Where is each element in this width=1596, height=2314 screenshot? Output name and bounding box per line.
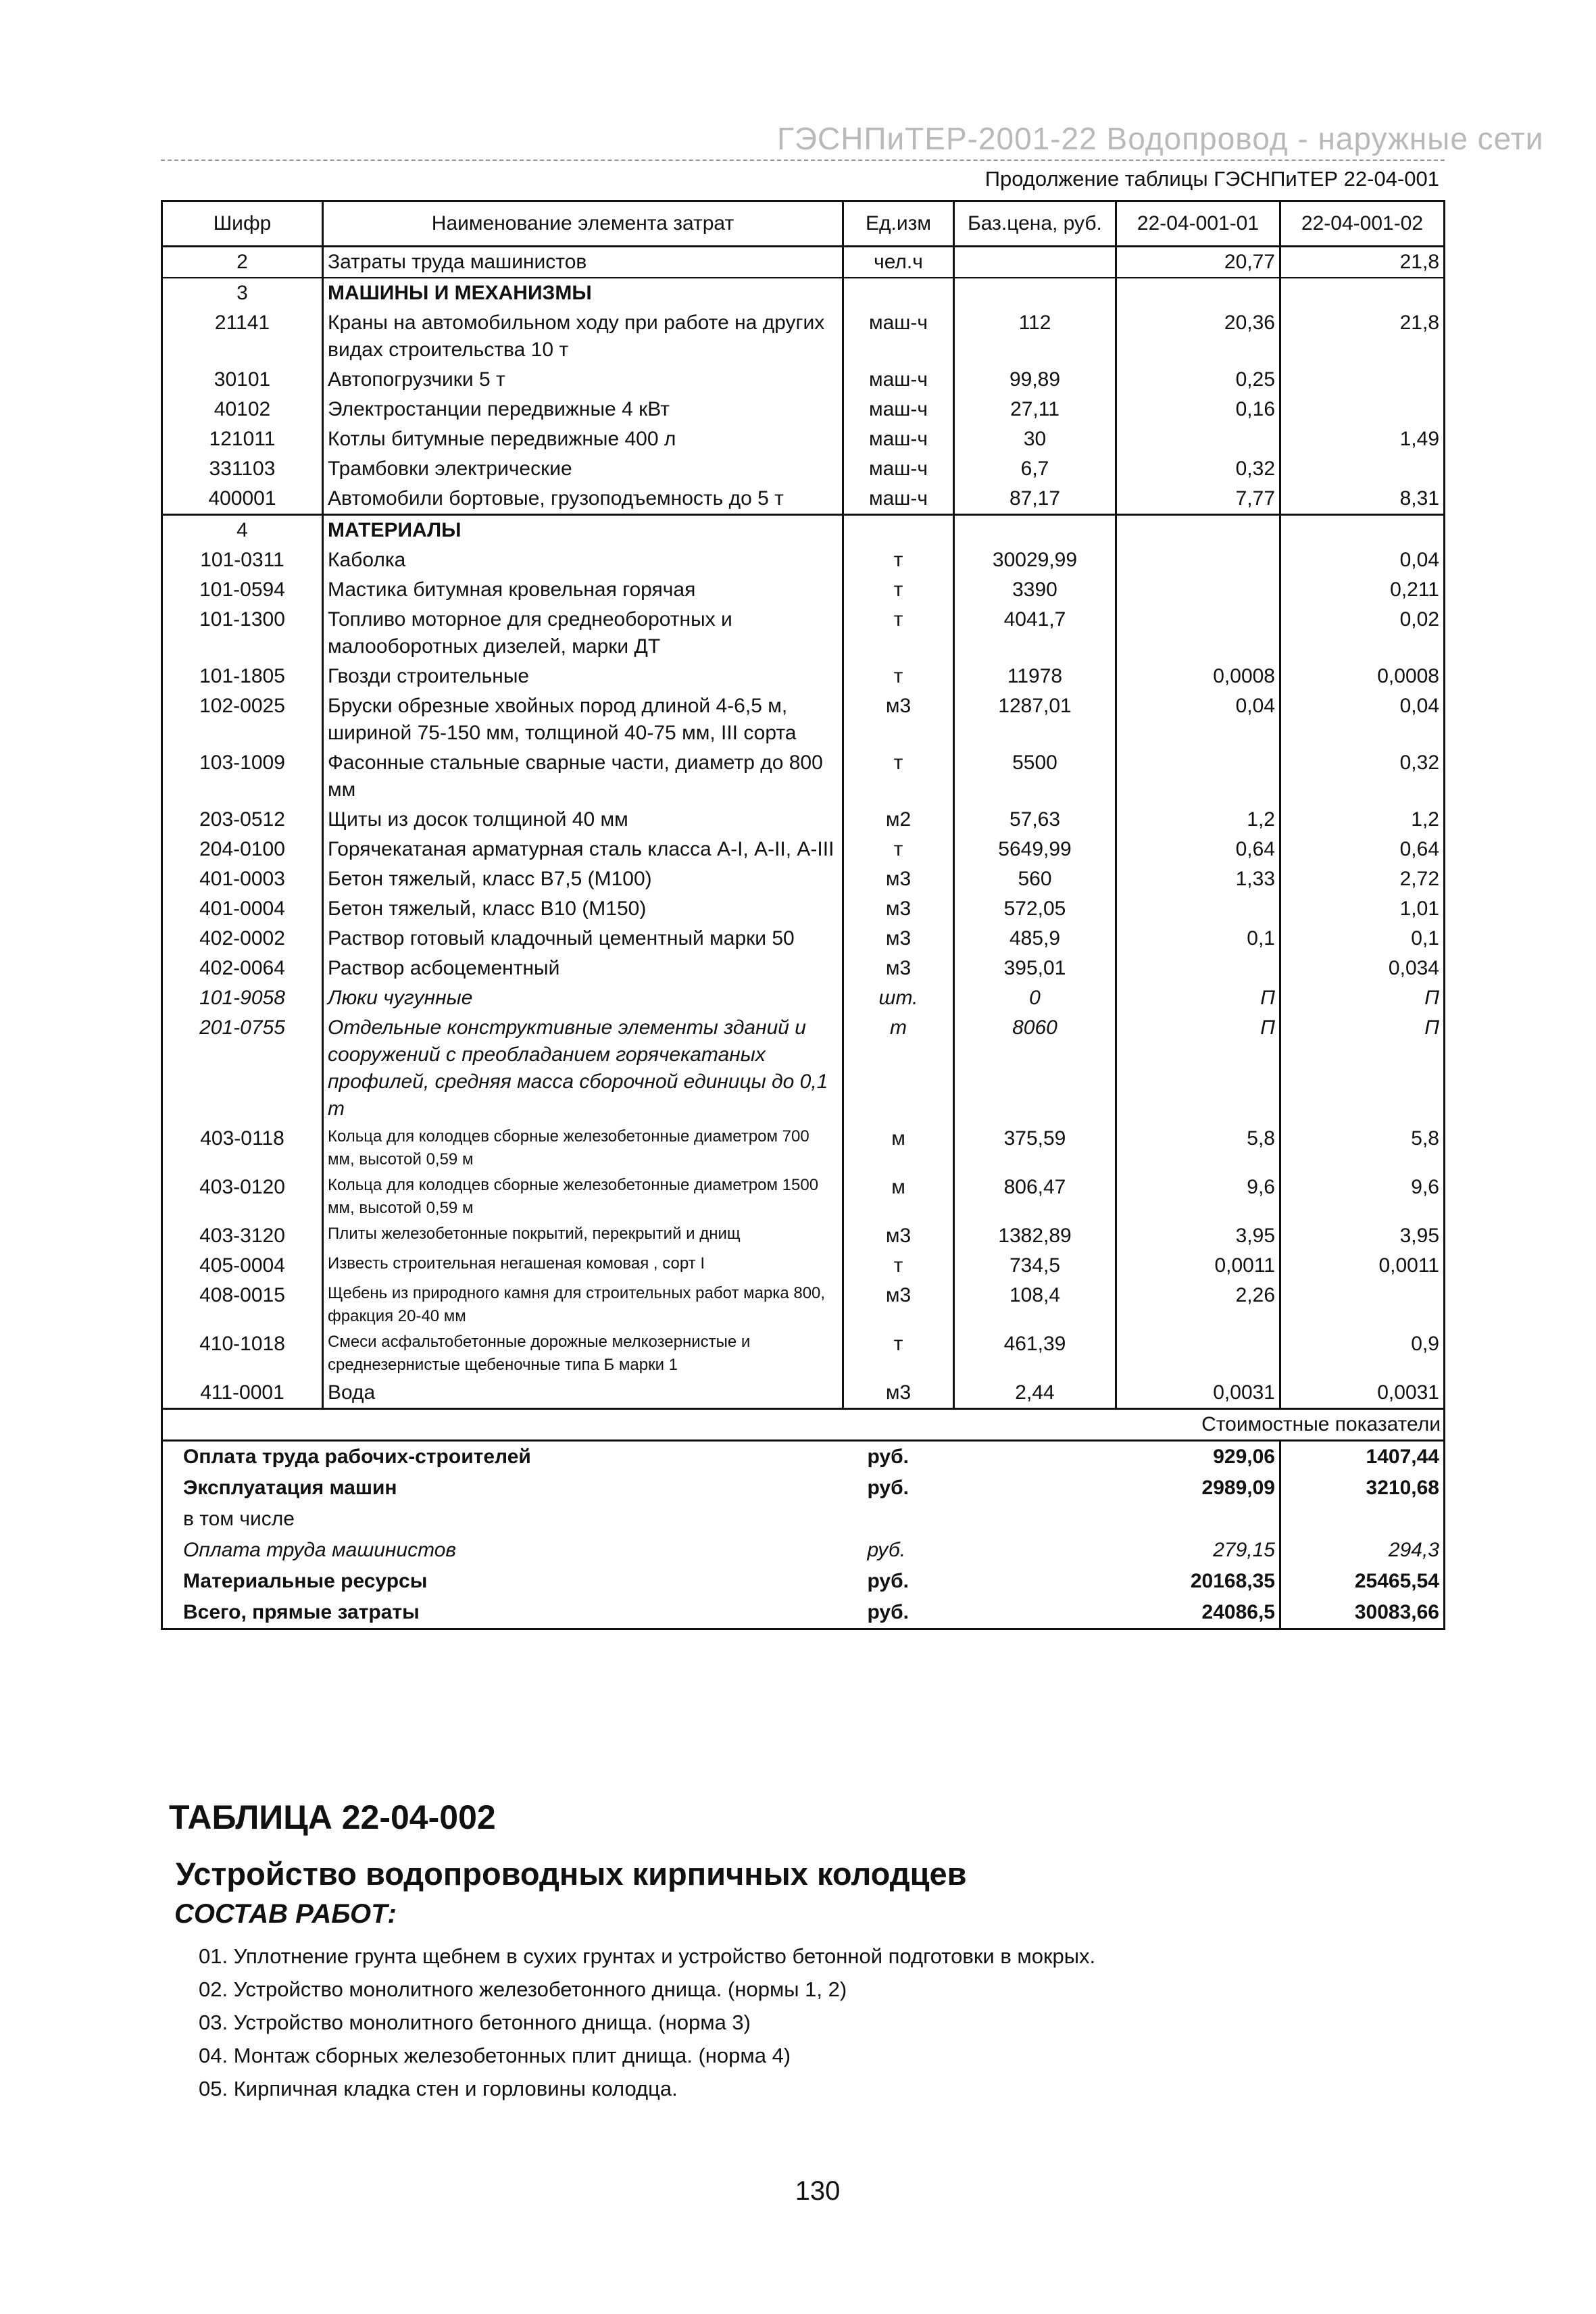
cell-code: 21141 <box>162 308 323 365</box>
table-row <box>162 1124 1445 1173</box>
cost-label: Оплата труда машинистов <box>162 1535 843 1566</box>
cell-norm-02: 3,95 <box>1280 1221 1445 1251</box>
cell-norm-02: 0,034 <box>1280 954 1445 983</box>
table-row <box>162 691 1445 748</box>
cell-name: Кольца для колодцев сборные железобетонные диаметром 1500 мм, высотой 0,59 м <box>323 1173 843 1221</box>
cell-price: 5500 <box>954 748 1116 805</box>
cell-norm-01: 0,32 <box>1116 454 1280 484</box>
cell-name: Электростанции передвижные 4 кВт <box>323 395 843 424</box>
cell-norm-01: 0,25 <box>1116 365 1280 395</box>
table-row <box>162 424 1445 454</box>
header-norm-01: 22-04-001-01 <box>1116 201 1280 247</box>
cell-norm-02: 1,2 <box>1280 805 1445 835</box>
cell-norm-01: 9,6 <box>1116 1173 1280 1221</box>
cost-row <box>162 1597 1445 1629</box>
cell-name: Трамбовки электрические <box>323 454 843 484</box>
cost-norm-01: 20168,35 <box>1116 1566 1280 1597</box>
cell-unit: м2 <box>843 805 954 835</box>
cell-norm-01: 0,16 <box>1116 395 1280 424</box>
cell-norm-02: 0,0031 <box>1280 1378 1445 1409</box>
table-row <box>162 1173 1445 1221</box>
table-row <box>162 894 1445 924</box>
section-subtitle: Устройство водопроводных кирпичных колодцев <box>176 1856 967 1892</box>
cell-price: 485,9 <box>954 924 1116 954</box>
cell-name: Бруски обрезные хвойных пород длиной 4-6,5 м, шириной 75-150 мм, толщиной 40-75 мм, III сорта <box>323 691 843 748</box>
cost-unit: руб. <box>867 1539 906 1561</box>
cell-price: 6,7 <box>954 454 1116 484</box>
cell-name: Котлы битумные передвижные 400 л <box>323 424 843 454</box>
table-row <box>162 954 1445 983</box>
header-rule <box>161 159 1445 161</box>
cost-norm-02 <box>1280 1504 1445 1535</box>
cell-code: 401-0004 <box>162 894 323 924</box>
cell-norm-01 <box>1116 575 1280 605</box>
table-row <box>162 983 1445 1013</box>
cost-row <box>162 1504 1445 1535</box>
cell-price: 11978 <box>954 662 1116 691</box>
cell-unit: чел.ч <box>843 247 954 278</box>
cell-norm-02: 21,8 <box>1280 308 1445 365</box>
cell-norm-02: 0,32 <box>1280 748 1445 805</box>
cell-code: 410-1018 <box>162 1329 323 1378</box>
cell-unit: м3 <box>843 864 954 894</box>
cell-code: 30101 <box>162 365 323 395</box>
cell-price: 30029,99 <box>954 545 1116 575</box>
cell-norm-02: 1,01 <box>1280 894 1445 924</box>
cost-label: Эксплуатация машин <box>162 1473 843 1504</box>
cost-norm-01: 929,06 <box>1116 1441 1280 1473</box>
cell-price: 112 <box>954 308 1116 365</box>
cell-name: Известь строительная негашеная комовая , сорт I <box>323 1251 843 1281</box>
cell-code: 101-1805 <box>162 662 323 691</box>
cost-label: Оплата труда рабочих-строителей <box>162 1441 843 1473</box>
cell-price: 87,17 <box>954 484 1116 515</box>
cell-norm-01 <box>1116 545 1280 575</box>
cell-norm-02: 21,8 <box>1280 247 1445 278</box>
header-code: Шифр <box>162 201 323 247</box>
cell-code: 203-0512 <box>162 805 323 835</box>
cell-norm-01: 0,1 <box>1116 924 1280 954</box>
cost-norm-01: 2989,09 <box>1116 1473 1280 1504</box>
works-list <box>199 1940 1095 2105</box>
section-code: 3 <box>162 278 323 308</box>
work-item: 05. Кирпичная кладка стен и горловины колодца. <box>199 2077 678 2100</box>
table-row <box>162 545 1445 575</box>
cell-code: 204-0100 <box>162 835 323 864</box>
cell-price: 560 <box>954 864 1116 894</box>
cell-unit: шт. <box>843 983 954 1013</box>
cell-norm-01: 5,8 <box>1116 1124 1280 1173</box>
cell-name: Раствор асбоцементный <box>323 954 843 983</box>
cell-code: 40102 <box>162 395 323 424</box>
section-title-materials: МАТЕРИАЛЫ <box>323 515 843 546</box>
cell-norm-02: 0,64 <box>1280 835 1445 864</box>
section-header-row <box>162 278 1445 308</box>
cell-norm-02 <box>1280 365 1445 395</box>
cell-price: 99,89 <box>954 365 1116 395</box>
cell-unit: маш-ч <box>843 454 954 484</box>
cell-name: Каболка <box>323 545 843 575</box>
section-title-machines: МАШИНЫ И МЕХАНИЗМЫ <box>323 278 843 308</box>
cell-norm-01: П <box>1116 1013 1280 1124</box>
table-row <box>162 1281 1445 1329</box>
cell-price: 5649,99 <box>954 835 1116 864</box>
cell-norm-01 <box>1116 605 1280 662</box>
cell-unit: маш-ч <box>843 308 954 365</box>
cell-name: Горячекатаная арматурная сталь класса А-I, А-II, А-III <box>323 835 843 864</box>
cell-unit: маш-ч <box>843 395 954 424</box>
cell-norm-01: 2,26 <box>1116 1281 1280 1329</box>
cell-name: Краны на автомобильном ходу при работе на других видах строительства 10 т <box>323 308 843 365</box>
cost-row <box>162 1441 1445 1473</box>
section-header-row <box>162 515 1445 546</box>
cell-norm-01: П <box>1116 983 1280 1013</box>
cell-unit: т <box>843 835 954 864</box>
cell-name: Автопогрузчики 5 т <box>323 365 843 395</box>
cost-norm-02: 3210,68 <box>1280 1473 1445 1504</box>
cell-norm-01 <box>1116 954 1280 983</box>
cell-code: 402-0064 <box>162 954 323 983</box>
cell-code: 103-1009 <box>162 748 323 805</box>
cell-price: 30 <box>954 424 1116 454</box>
cell-unit: т <box>843 545 954 575</box>
table-row <box>162 805 1445 835</box>
cell-code: 400001 <box>162 484 323 515</box>
cell-price: 461,39 <box>954 1329 1116 1378</box>
cell-code: 403-0120 <box>162 1173 323 1221</box>
table-row <box>162 924 1445 954</box>
cell-norm-01: 0,0011 <box>1116 1251 1280 1281</box>
table-row <box>162 605 1445 662</box>
cell-code: 101-0594 <box>162 575 323 605</box>
cell-unit: т <box>843 662 954 691</box>
continuation-caption: Продолжение таблицы ГЭСНПиТЕР 22-04-001 <box>984 167 1439 191</box>
cell-name: Плиты железобетонные покрытий, перекрытий и днищ <box>323 1221 843 1251</box>
cost-norm-02: 294,3 <box>1280 1535 1445 1566</box>
cell-unit: м3 <box>843 1221 954 1251</box>
cell-norm-02: П <box>1280 983 1445 1013</box>
header-norm-02: 22-04-001-02 <box>1280 201 1445 247</box>
cell-norm-01: 1,2 <box>1116 805 1280 835</box>
cell-price: 395,01 <box>954 954 1116 983</box>
cell-code: 411-0001 <box>162 1378 323 1409</box>
cost-norm-02: 25465,54 <box>1280 1566 1445 1597</box>
cost-unit: руб. <box>867 1477 909 1499</box>
table-row <box>162 748 1445 805</box>
cost-caption-row <box>162 1409 1445 1441</box>
cell-norm-01 <box>1116 1329 1280 1378</box>
cell-unit: т <box>843 748 954 805</box>
table-row <box>162 864 1445 894</box>
table-row <box>162 454 1445 484</box>
cell-unit: маш-ч <box>843 365 954 395</box>
cell-unit: м3 <box>843 894 954 924</box>
cell-norm-02 <box>1280 395 1445 424</box>
table-row <box>162 1329 1445 1378</box>
work-item: 04. Монтаж сборных железобетонных плит днища. (норма 4) <box>199 2044 791 2067</box>
cost-unit: руб. <box>843 1441 1116 1473</box>
cell-norm-01 <box>1116 424 1280 454</box>
table-header-row <box>162 201 1445 247</box>
work-item: 01. Уплотнение грунта щебнем в сухих грунтах и устройство бетонной подготовки в мокрых. <box>199 1944 1096 1968</box>
cell-code: 408-0015 <box>162 1281 323 1329</box>
cell-norm-02: 1,49 <box>1280 424 1445 454</box>
section-code: 4 <box>162 515 323 546</box>
cell-norm-02: 5,8 <box>1280 1124 1445 1173</box>
table-row <box>162 308 1445 365</box>
cost-unit: руб. <box>867 1570 909 1592</box>
cell-name: Отдельные конструктивные элементы зданий и сооружений с преобладанием горячекатаных профилей, средняя масса сборочной единицы до 0,1 т <box>323 1013 843 1124</box>
cost-norm-01: 24086,5 <box>1116 1597 1280 1629</box>
cell-price: 734,5 <box>954 1251 1116 1281</box>
cost-caption: Стоимостные показатели <box>162 1409 1445 1441</box>
cell-name: Люки чугунные <box>323 983 843 1013</box>
cell-code: 102-0025 <box>162 691 323 748</box>
cell-name: Кольца для колодцев сборные железобетонные диаметром 700 мм, высотой 0,59 м <box>323 1124 843 1173</box>
table-row <box>162 835 1445 864</box>
table-row <box>162 1251 1445 1281</box>
cell-norm-02: 0,04 <box>1280 545 1445 575</box>
cell-norm-01: 7,77 <box>1116 484 1280 515</box>
cell-unit: м3 <box>843 691 954 748</box>
cell-unit: м3 <box>843 924 954 954</box>
cell-name: Гвозди строительные <box>323 662 843 691</box>
cost-norm-01: 279,15 <box>1116 1535 1280 1566</box>
cell-code: 101-1300 <box>162 605 323 662</box>
cell-norm-02: 0,211 <box>1280 575 1445 605</box>
cost-label: Материальные ресурсы <box>162 1566 843 1597</box>
cell-norm-01: 20,36 <box>1116 308 1280 365</box>
cell-unit: т <box>843 1251 954 1281</box>
cost-label: в том числе <box>162 1504 843 1535</box>
table-row <box>162 575 1445 605</box>
cell-norm-01: 1,33 <box>1116 864 1280 894</box>
cell-name: Раствор готовый кладочный цементный марки 50 <box>323 924 843 954</box>
cell-code: 402-0002 <box>162 924 323 954</box>
cell-norm-02: 0,0011 <box>1280 1251 1445 1281</box>
work-item: 02. Устройство монолитного железобетонного днища. (нормы 1, 2) <box>199 1977 847 2001</box>
cell-unit: м3 <box>843 1281 954 1329</box>
cell-unit: м <box>843 1173 954 1221</box>
cell-name: Затраты труда машинистов <box>323 247 843 278</box>
cost-unit <box>843 1504 1116 1535</box>
cost-norm-02: 1407,44 <box>1280 1441 1445 1473</box>
table-row <box>162 484 1445 515</box>
cell-name: Смеси асфальтобетонные дорожные мелкозернистые и среднезернистые щебеночные типа Б марки 1 <box>323 1329 843 1378</box>
cost-row <box>162 1566 1445 1597</box>
cell-norm-01 <box>1116 894 1280 924</box>
table-row <box>162 395 1445 424</box>
cell-norm-02: 0,0008 <box>1280 662 1445 691</box>
works-heading: СОСТАВ РАБОТ: <box>174 1899 397 1929</box>
cell-name: Щиты из досок толщиной 40 мм <box>323 805 843 835</box>
cell-price: 3390 <box>954 575 1116 605</box>
cell-price: 57,63 <box>954 805 1116 835</box>
cell-price: 1287,01 <box>954 691 1116 748</box>
cell-norm-02: 9,6 <box>1280 1173 1445 1221</box>
cell-price <box>954 247 1116 278</box>
cell-norm-02 <box>1280 1281 1445 1329</box>
cell-norm-01: 0,0008 <box>1116 662 1280 691</box>
cell-code: 121011 <box>162 424 323 454</box>
cell-code: 101-0311 <box>162 545 323 575</box>
cost-row <box>162 1535 1445 1566</box>
section-table-title: ТАБЛИЦА 22-04-002 <box>169 1798 496 1836</box>
cell-code: 331103 <box>162 454 323 484</box>
cell-price: 375,59 <box>954 1124 1116 1173</box>
cell-unit: маш-ч <box>843 424 954 454</box>
cell-unit: т <box>843 575 954 605</box>
cell-unit: т <box>843 1329 954 1378</box>
cost-row <box>162 1473 1445 1504</box>
cell-name: Мастика битумная кровельная горячая <box>323 575 843 605</box>
table-row <box>162 1378 1445 1409</box>
cell-price: 1382,89 <box>954 1221 1116 1251</box>
cell-unit: м3 <box>843 954 954 983</box>
cell-norm-02: 8,31 <box>1280 484 1445 515</box>
cost-norm-01 <box>1116 1504 1280 1535</box>
cell-norm-02: П <box>1280 1013 1445 1124</box>
cell-norm-02: 0,04 <box>1280 691 1445 748</box>
cell-unit: маш-ч <box>843 484 954 515</box>
cell-norm-01: 0,64 <box>1116 835 1280 864</box>
cell-code: 401-0003 <box>162 864 323 894</box>
table-row <box>162 365 1445 395</box>
table-row <box>162 1221 1445 1251</box>
cell-code: 2 <box>162 247 323 278</box>
cell-price: 8060 <box>954 1013 1116 1124</box>
cell-unit: т <box>843 605 954 662</box>
cell-price: 27,11 <box>954 395 1116 424</box>
cell-unit: т <box>843 1013 954 1124</box>
cell-name: Топливо моторное для среднеоборотных и малооборотных дизелей, марки ДТ <box>323 605 843 662</box>
table-row <box>162 247 1445 278</box>
cell-name: Фасонные стальные сварные части, диаметр до 800 мм <box>323 748 843 805</box>
table-row <box>162 662 1445 691</box>
cell-norm-01 <box>1116 748 1280 805</box>
cell-unit: м <box>843 1124 954 1173</box>
cell-name: Бетон тяжелый, класс В10 (М150) <box>323 894 843 924</box>
page-number: 130 <box>795 2176 841 2206</box>
header-name: Наименование элемента затрат <box>323 201 843 247</box>
table-row <box>162 1013 1445 1124</box>
running-header: ГЭСНПиТЕР-2001-22 Водопровод - наружные сети <box>777 121 1544 156</box>
work-item: 03. Устройство монолитного бетонного днища. (норма 3) <box>199 2011 751 2034</box>
table-body <box>162 247 1445 1629</box>
cell-norm-01: 20,77 <box>1116 247 1280 278</box>
cost-unit: руб. <box>843 1597 1116 1629</box>
cell-price: 0 <box>954 983 1116 1013</box>
cell-norm-02: 2,72 <box>1280 864 1445 894</box>
resources-table <box>161 200 1445 1630</box>
header-price: Баз.цена, руб. <box>954 201 1116 247</box>
cell-price: 2,44 <box>954 1378 1116 1409</box>
cell-norm-02: 0,1 <box>1280 924 1445 954</box>
cell-price: 806,47 <box>954 1173 1116 1221</box>
cell-price: 572,05 <box>954 894 1116 924</box>
cell-code: 101-9058 <box>162 983 323 1013</box>
cell-norm-01: 0,0031 <box>1116 1378 1280 1409</box>
cell-name: Щебень из природного камня для строительных работ марка 800, фракция 20-40 мм <box>323 1281 843 1329</box>
cell-norm-02 <box>1280 454 1445 484</box>
cell-code: 201-0755 <box>162 1013 323 1124</box>
cell-norm-01: 3,95 <box>1116 1221 1280 1251</box>
cost-label: Всего, прямые затраты <box>162 1597 843 1629</box>
cell-unit: м3 <box>843 1378 954 1409</box>
cell-name: Бетон тяжелый, класс В7,5 (М100) <box>323 864 843 894</box>
cell-code: 403-0118 <box>162 1124 323 1173</box>
cell-code: 403-3120 <box>162 1221 323 1251</box>
cell-norm-02: 0,9 <box>1280 1329 1445 1378</box>
cell-norm-02: 0,02 <box>1280 605 1445 662</box>
cell-norm-01: 0,04 <box>1116 691 1280 748</box>
cell-price: 108,4 <box>954 1281 1116 1329</box>
cell-code: 405-0004 <box>162 1251 323 1281</box>
cell-name: Вода <box>323 1378 843 1409</box>
header-unit: Ед.изм <box>843 201 954 247</box>
cell-name: Автомобили бортовые, грузоподъемность до 5 т <box>323 484 843 515</box>
cost-norm-02: 30083,66 <box>1280 1597 1445 1629</box>
cell-price: 4041,7 <box>954 605 1116 662</box>
